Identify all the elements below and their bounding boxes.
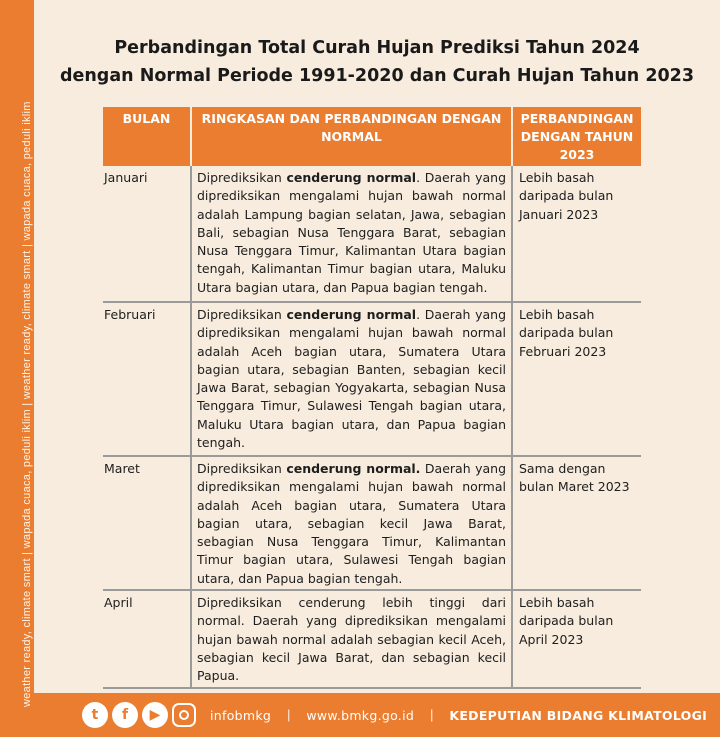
table-row: [103, 166, 641, 302]
summary-rest: . Daerah yang diprediksikan mengalami hujan bawah normal adalah Lampung bagian selatan, Jawa, sebagian Bali, sebagian Nusa Tenggara Barat, sebagian Nusa Tenggara Timur, Kalimantan Utara bagian tengah, Kalimantan Timur bagian utara, Maluku Utara bagian utara, dan Papua bagian tengah.: [197, 170, 507, 295]
website-link[interactable]: www.bmkg.go.id: [306, 707, 415, 723]
social-icons: [82, 702, 200, 728]
table-header-row: [103, 107, 641, 166]
side-strip: [0, 0, 34, 737]
footer-separator: |: [287, 708, 291, 722]
title-line-2: dengan Normal Periode 1991-2020 dan Curah Hujan Tahun 2023: [59, 66, 695, 86]
month-cell: Maret: [103, 456, 191, 590]
summary-bold: cenderung normal.: [286, 461, 421, 476]
facebook-icon[interactable]: f: [112, 702, 138, 728]
twitter-icon[interactable]: t: [82, 702, 108, 728]
summary-bold: cenderung normal: [286, 307, 417, 322]
comparison-cell: Lebih basah daripada bulan April 2023: [512, 590, 641, 688]
summary-bold: cenderung normal: [286, 170, 417, 185]
comparison-table: [103, 107, 641, 689]
header-summary: RINGKASAN DAN PERBANDINGAN DENGAN NORMAL: [191, 107, 512, 166]
page-title: [34, 34, 720, 90]
table-row: [103, 302, 641, 456]
summary-lead: Diprediksikan: [197, 461, 287, 476]
header-month: BULAN: [103, 107, 191, 166]
comparison-cell: Lebih basah daripada bulan Februari 2023: [512, 302, 641, 456]
side-slogan: weather ready, climate smart | wapada cuaca, peduli iklim | weather ready, climate smart | wapada cuaca, peduli iklim: [21, 101, 33, 707]
month-cell: Februari: [103, 302, 191, 456]
instagram-icon[interactable]: [172, 703, 196, 727]
youtube-icon[interactable]: ▶: [142, 702, 168, 728]
comparison-cell: Lebih basah daripada bulan Januari 2023: [512, 166, 641, 302]
title-line-1: Perbandingan Total Curah Hujan Prediksi Tahun 2024: [114, 38, 640, 58]
summary-lead: Diprediksikan cenderung lebih tinggi dari normal. Daerah yang diprediksikan mengalami hujan bawah normal adalah sebagian kecil Aceh, sebagian kecil Jawa Barat, dan sebagian kecil Papua.: [197, 595, 506, 684]
summary-cell: [191, 590, 512, 688]
header-comparison: PERBANDINGAN DENGAN TAHUN 2023: [512, 107, 641, 166]
summary-cell: [191, 456, 512, 590]
table-row: [103, 590, 641, 688]
social-handle[interactable]: infobmkg: [210, 707, 272, 723]
department-name: KEDEPUTIAN BIDANG KLIMATOLOGI: [449, 707, 708, 723]
summary-rest: . Daerah yang diprediksikan mengalami hujan bawah normal adalah Aceh bagian utara, Sumatera Utara bagian utara, sebagian Banten, sebagian kecil Jawa Barat, sebagian Yogyakarta, sebagian Nusa Tenggara Timur, Sulawesi Tengah bagian utara, Maluku Utara bagian utara, dan Papua bagian tengah.: [197, 307, 507, 451]
summary-rest: Daerah yang diprediksikan mengalami hujan bawah normal adalah Aceh bagian utara, Sumatera Utara bagian utara, sebagian kecil Jawa Barat, sebagian Nusa Tenggara Timur, Kalimantan Timur bagian utara, Sulawesi Tengah bagian utara, dan Papua bagian tengah.: [197, 461, 507, 586]
month-cell: April: [103, 590, 191, 688]
summary-cell: [191, 166, 512, 302]
summary-lead: Diprediksikan: [197, 170, 287, 185]
summary-lead: Diprediksikan: [197, 307, 287, 322]
footer-separator: |: [430, 708, 434, 722]
footer-bar: [34, 693, 720, 737]
table-row: [103, 456, 641, 590]
summary-cell: [191, 302, 512, 456]
month-cell: Januari: [103, 166, 191, 302]
comparison-cell: Sama dengan bulan Maret 2023: [512, 456, 641, 590]
